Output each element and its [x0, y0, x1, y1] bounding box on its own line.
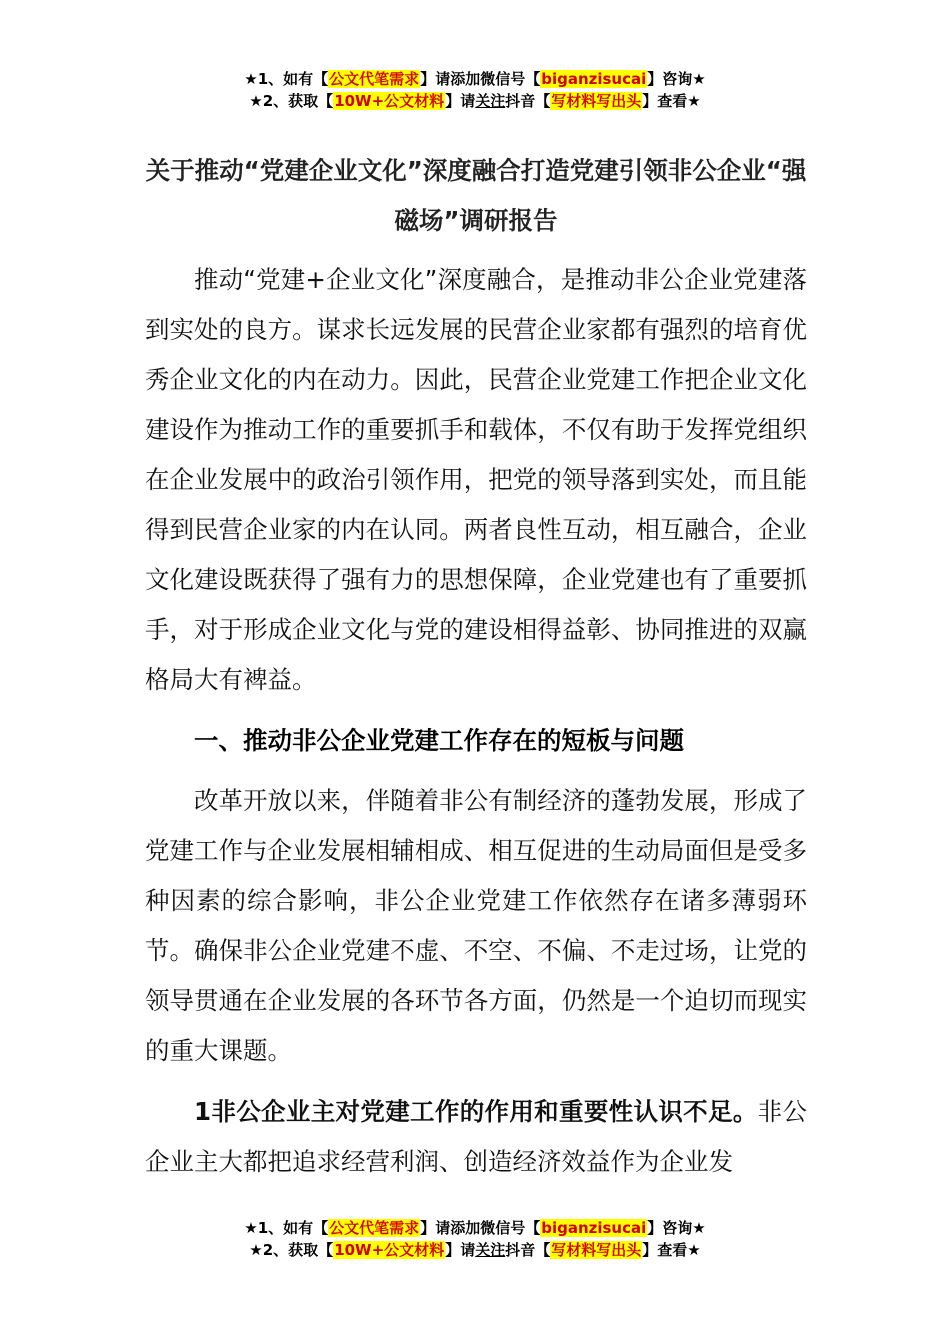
footer-follow-underlined: 关注 [475, 1241, 506, 1259]
banner-line-2: ★2、获取【10W+公文材料】请关注抖音【写材料写出头】查看★ [249, 92, 701, 110]
point-1-body: 非公企业主大都把追求经营利润、创造经济效益作为企业发 [145, 1097, 808, 1176]
banner-line-1: ★1、如有【公文代笔需求】请添加微信号【biganzisucai】咨询★ [244, 70, 706, 88]
footer-highlight-materials: 10W+公文材料 [334, 1241, 445, 1259]
follow-underlined: 关注 [475, 92, 506, 110]
point-1-lead: 1非公企业主对党建工作的作用和重要性认识不足。 [194, 1097, 758, 1126]
highlight-douyin-account: 写材料写出头 [551, 92, 642, 110]
highlight-materials: 10W+公文材料 [334, 92, 445, 110]
paragraph-section1: 改革开放以来，伴随着非公有制经济的蓬勃发展，形成了党建工作与企业发展相辅相成、相互促进的生动局面但是受多种因素的综合影响，非公企业党建工作依然存在诸多薄弱环节。确保非公企业党建不虚、不空、不偏、不走过场，让党的领导贯通在企业发展的各环节各方面，仍然是一个迫切而现实的重大课题。 [145, 786, 807, 1065]
footer-line-1: ★1、如有【公文代笔需求】请添加微信号【biganzisucai】咨询★ [244, 1219, 706, 1237]
footer-highlight-writing-service: 公文代笔需求 [329, 1219, 420, 1237]
footer-line-2: ★2、获取【10W+公文材料】请关注抖音【写材料写出头】查看★ [249, 1241, 701, 1259]
header-banner [0, 68, 950, 112]
footer-highlight-douyin-account: 写材料写出头 [551, 1241, 642, 1259]
highlight-wechat-id: biganzisucai [541, 70, 647, 88]
paragraph-intro: 推动“党建+企业文化”深度融合，是推动非公企业党建落到实处的良方。谋求长远发展的民营企业家都有强烈的培育优秀企业文化的内在动力。因此，民营企业党建工作把企业文化建设作为推动工作的重要抓手和载体，不仅有助于发挥党组织在企业发展中的政治引领作用，把党的领导落到实处，而且能得到民营企业家的内在认同。两者良性互动，相互融合，企业文化建设既获得了强有力的思想保障，企业党建也有了重要抓手，对于形成企业文化与党的建设相得益彰、协同推进的双赢格局大有裨益。 [145, 265, 807, 694]
footer-highlight-wechat-id: biganzisucai [541, 1219, 647, 1237]
document-title: 关于推动“党建企业文化”深度融合打造党建引领非公企业“强磁场”调研报告 [145, 156, 807, 235]
section-heading-1: 一、推动非公企业党建工作存在的短板与问题 [194, 726, 684, 755]
paragraph-point-1 [145, 1087, 807, 1187]
footer-banner [0, 1217, 950, 1261]
highlight-writing-service: 公文代笔需求 [329, 70, 420, 88]
